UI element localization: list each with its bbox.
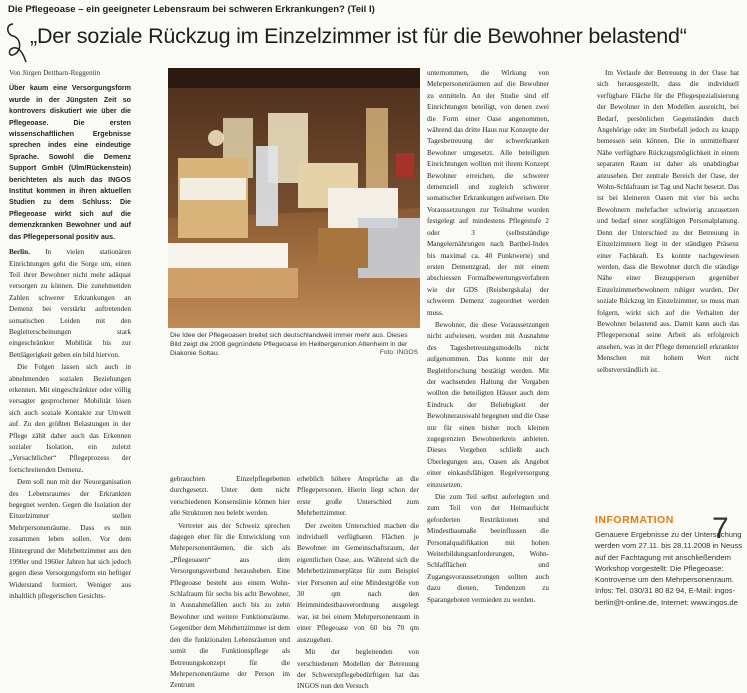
article-kicker: Die Pflegeoase – ein geeigneter Lebensraum bei schweren Erkrankungen? (Teil I): [8, 4, 375, 15]
article-paragraph: Vertreter aus der Schweiz sprechen dagegen eher für die Entwicklung von Mehrpersonenräumen, die sich als „Pflegeoasen“ aus dem Versorgungsverbund herausheben. Eine Pflegeoase besteht aus einem Wohn-Schlafraum für sechs bis acht Bewohner, in Ausnahmefällen auch bis zu zehn Bewohner und weitere Funktionsräume. Gegenüber dem Mehrbettzimmer ist dem den die funktionalen Lebensräumen und somit die Funktionspflege als Betreuungskonzept für die Mehrpersonenräume der Person im Zentrum: [170, 521, 290, 690]
article-paragraph: Mit der begleitenden von verschiedenen Modellen der Betreuung der Schwerstpflegebedürftigen hat das INGOS nun den Versuch: [297, 648, 419, 691]
article-column-4: [427, 68, 549, 658]
article-paragraph: erheblich höhere Ansprüche an die Pflegepersonen. Hierin liegt schon der erste große Unterschied zum Mehrbettzimmer.: [297, 475, 419, 518]
article-paragraph: [9, 247, 131, 361]
article-headline: „Der soziale Rückzug im Einzelzimmer ist für die Bewohner belastend“: [30, 24, 687, 48]
article-paragraph: unternommen, die Wirkung von Mehrpersonenräumen auf die Bewohner zu ermitteln. An der Studie sind elf Einrichtungen beteiligt, von denen zwei die Form einer Oase angenommen, während das dritte Haus nur Konzepte der Tagesbetreuung der schwerkranken Bewohner umgesetzt. Alle beteiligten Einrichtungen wollten mit ihrem Konzept Bewohner erreichen, die schwerer demenziell und zugleich schwerer somatischer Erkrankungen aufweisen. Die Voraussetzungen zur Teilnahme wurden festgelegt auf mindestens Pflegestufe 2 oder 3 (selbstständige Mangelernährungen nach Barthel-Index bis maximal ca. 40 Punktwerte) und ersten Demenzgrad, der mit einem abschiessen Formalbewertungsverfahren wie der GDS (Reisbergskala) der schweren Demenz zugeordnet werden muss.: [427, 69, 549, 317]
info-body: Genauere Ergebnisse zu der Untersuchung werden vom 27.11. bis 28.11.2008 in Neuss auf der Fachtagung mit anschließendem Workshop vorgestellt: Die Pflegeoase: Kontroverse um den Mehrpersonenraum. Infos: Tel. 030/31 80 82 94, E-Mail: ingos-berlin@t-online.de, Internet: www.ingos.de: [595, 530, 743, 607]
article-paragraph: Im Verlaufe der Betreuung in der Oase hat sich herausgestellt, dass die individuell verfügbare Fläche für die Pflegespezialisierung der Bewohner in den Modellen ausreicht, bei Bedarf, persönlichen Gegenständen durch Angehörige oder im Sterbefall jedoch zu knapp bemessen sein können. Die in unmittelbarer Nähe verfügbare Rückzugsmöglichkeit in einem separaten Raum ist daher als unabdingbar anzusehen. Der zentrale Bereich der Oase, der Wohn-Schlafraum ist Tag und Nacht besetzt. Das ist bei kleineren Oasen mit vier bis sechs Bewohnern mehrfacher schwierig anzusetzen und bedarf einer sorgfältigen Personalplanung. Denn der Unterschied zu der Betreuung in Einzelzimmern liegt in der ständigen Präsenz einer Fachkraft. Es konnte nachgewiesen werden, dass die Bewohner durch die ständige Nähe einer Bezugsperson gegenüber Einzelzimmerbewohnern ruhiger wurden. Der soziale Rückzug im Einzelzimmer, so muss man folgern, wirkt sich auf die Verhalten der Bewohner belastend aus. Damit kann auch das Pflegepersonal seine Arbeit als erfolgreich ansehen, was in der Pflege demenziell erkrankter Menschen mit hohem Wert nicht selbstverständlich ist.: [597, 69, 739, 374]
article-paragraph: Die Folgen lassen sich auch in abnehmenden sozialen Beziehungen erkennen. Mit eingeschränkter oder völlig versagter gesprochener Mobilität lösen sich auch soziale Kontakte zur Umwelt auf. Zu den größten Belastungen in der Pflege zählt daher auch das Erkennen sozialer Isolation, ein zuletzt „Versachtlicher“ Pflegeprozess der fortschreitenden Demenz.: [9, 363, 131, 474]
article-column-3: [297, 474, 419, 691]
article-paragraph: Bewohner, die diese Voraussetzungen nicht aufwiesen, wurden mit Ausnahme des Tagesbetreuungsmodells nicht aufgenommen. Das konnte mit der Begleitforschung bestätigt werden. Mit der wachsenden Haltung der Vorgaben wollten die beteiligten Häuser auch dem Eindruck der Beliebigkeit der Bewohnerauswahl begegnen und die Oase nur für einen bisher noch kleinen zugegrenzten Bewohnerkreis anbieten. Dieses Vorgehen schließt auch Überlegungen aus, Oasen als Angebot einer einkaufsfähigen Regelversorgung einzusetzen.: [427, 320, 549, 489]
article-lead: Über kaum eine Versorgungsform wurde in der Jüngsten Zeit so kontrovers diskutiert wie über die Pflegeoase. Die ersten wissenschaftlichen Ergebnisse sprechen indes eine eindeutige Sprache. Sowohl die Demenz Support GmbH (Ulm/Rückenstein) berichteten als auch das INGOS Institut kommen in ihren aktuellen Studien zu dem Schluss: Die Pflegeoase wirkt sich auf die demenzkranken Bewohner und auf das Pflegepersonal positiv aus.: [9, 84, 131, 241]
photo-credit: Foto: INGOS: [379, 349, 418, 356]
article-column-2: [170, 474, 290, 690]
info-title: INFORMATION: [595, 514, 674, 526]
paragraph-text: In vielen stationären Einrichtungen geht die Sorge um, einen Teil ihrer Bewohner nicht mehr adäquat versorgen zu können. Die zunehmenden Zahlen schwerer Erkrankungen an Demenz bei verstärkt auftretenden somatischen Leiden mit den Begleiterscheinungen stark eingeschränkter Mobilität bis zur Bettlägerigkeit geben ein bild hiervon.: [9, 248, 131, 359]
photo-caption: Die Idee der Pflegeoasen breitet sich deutschlandweit immer mehr aus. Dieses Bild zeigt die 2008 gegründete Pflegeoase im Heilbergerunion Altenheim in der Diakonie Soltau.: [170, 332, 408, 357]
article-photo: [168, 68, 420, 328]
article-column-5: [597, 68, 739, 498]
page-marker: 7: [712, 512, 729, 545]
dateline: Berlin.: [9, 248, 30, 257]
curl-glyph-icon: [4, 20, 30, 64]
photo-care-oasis-room: [168, 68, 420, 328]
article-paragraph: Der zweiten Unterschied machen die individuell verfügbaren Flächen je Bewohner im Gemeinschaftsraum, der eigentlichen Oase, aus. Während sich die Mehrbettzimmerplätze für zum Beispiel vier Personen auf eine Mindestgröße von 30 qm nach den Heimmindestbauverordnung ausgelegt war, ist bei einem Mehrpersonenraum in einer Pflegeoase von 60 bis 70 qm auszugehen.: [297, 521, 419, 644]
article-column-1: [9, 68, 131, 656]
article-paragraph: Dem soll nun mit der Neuorganisation des Lebensraumes der Erkrankten begegnet werden. Gegen die Isolation der Einzelzimmer stellen Mehrpersonenräume. Dass es nun zusammen leben sollen. Vor dem Hintergrund der Mehrbettzimmer aus den 1990er und 1960er Jahren hat sich jedoch gegen diese Versorgungsform ein heftiger Widerstand formiert. Weniger aus inhaltlich pflegerischen Gesichts-: [9, 478, 131, 601]
article-paragraph: Die zum Teil selbst auferlegten und zum Teil von der Heimaufsicht geforderten Restriktionen und Mindestbaumaße beeinflussen die Personalqualifikation mit hohen Weiterbildungsanforderungen, Wohn-Schlafflächen und Zugangsvoraussetzungen sollten auch dazu dienen, Tendenzen zu Sparangeboten vermieden zu werden.: [427, 493, 549, 604]
article-paragraph: gebrauchten Einzelpflegebetten durchgesetzt. Unter dem nicht verschiedenen Konsenslinie können hier alle Strukturen neu belebt werden.: [170, 475, 290, 518]
byline: Von Jürgen Dettbarn-Reggentin: [9, 69, 101, 77]
